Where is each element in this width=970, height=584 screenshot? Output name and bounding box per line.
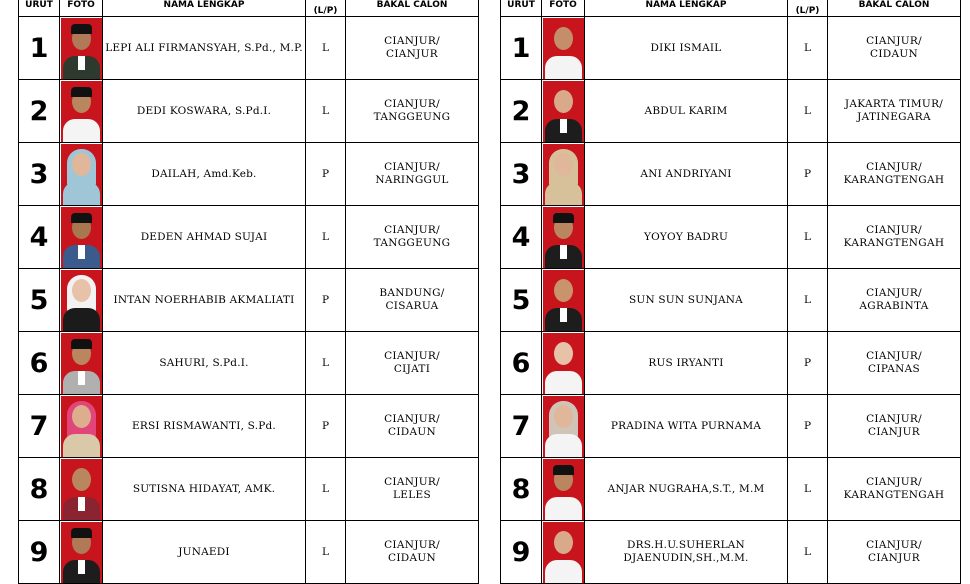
candidate-number: 2 <box>501 80 542 143</box>
header-lp: (L/P) <box>306 0 346 17</box>
candidate-name: DEDEN AHMAD SUJAI <box>103 206 306 269</box>
candidate-row <box>501 143 961 206</box>
candidate-row <box>19 143 479 206</box>
candidate-name: ABDUL KARIM <box>585 80 788 143</box>
candidate-photo <box>543 270 584 331</box>
candidate-number: 9 <box>19 521 60 584</box>
candidate-sex: P <box>788 332 828 395</box>
candidate-name: DAILAH, Amd.Keb. <box>103 143 306 206</box>
right-table-body <box>501 17 961 584</box>
candidate-name: ANJAR NUGRAHA,S.T., M.M <box>585 458 788 521</box>
candidate-photo-cell <box>60 17 103 80</box>
candidate-photo-cell <box>542 17 585 80</box>
candidate-photo-cell <box>542 269 585 332</box>
candidate-number: 8 <box>19 458 60 521</box>
candidate-sex: L <box>306 521 346 584</box>
candidate-row <box>501 395 961 458</box>
candidate-number: 4 <box>19 206 60 269</box>
candidate-photo <box>543 459 584 520</box>
candidate-domicile: CIANJUR/ KARANGTENGAH <box>828 143 961 206</box>
candidate-photo-cell <box>542 206 585 269</box>
candidate-domicile: CIANJUR/ CIDAUN <box>346 395 479 458</box>
candidate-sex: P <box>788 395 828 458</box>
candidate-number: 1 <box>501 17 542 80</box>
candidate-photo-cell <box>60 143 103 206</box>
candidate-photo <box>543 522 584 583</box>
candidate-photo-cell <box>542 143 585 206</box>
candidate-sex: L <box>788 206 828 269</box>
candidate-domicile: CIANJUR/ TANGGEUNG <box>346 206 479 269</box>
candidate-number: 9 <box>501 521 542 584</box>
candidate-domicile: JAKARTA TIMUR/ JATINEGARA <box>828 80 961 143</box>
candidate-domicile: CIANJUR/ CIANJUR <box>346 17 479 80</box>
candidate-photo-cell <box>60 458 103 521</box>
candidate-name: SUTISNA HIDAYAT, AMK. <box>103 458 306 521</box>
candidate-row <box>19 395 479 458</box>
candidate-domicile: CIANJUR/ KARANGTENGAH <box>828 458 961 521</box>
candidate-sex: P <box>306 143 346 206</box>
candidate-photo <box>543 207 584 268</box>
candidate-row <box>501 80 961 143</box>
candidate-row <box>19 206 479 269</box>
candidate-row <box>19 269 479 332</box>
candidate-domicile: CIANJUR/ CIDAUN <box>828 17 961 80</box>
candidate-domicile: CIANJUR/ CIDAUN <box>346 521 479 584</box>
candidate-photo-cell <box>60 521 103 584</box>
candidate-sex: L <box>788 521 828 584</box>
candidate-domicile: CIANJUR/ TANGGEUNG <box>346 80 479 143</box>
header-bakal-calon: BAKAL CALON <box>828 0 961 17</box>
candidate-name: DRS.H.U.SUHERLAN DJAENUDIN,SH.,M.M. <box>585 521 788 584</box>
candidate-row <box>19 521 479 584</box>
candidate-row <box>19 458 479 521</box>
candidate-photo <box>61 459 102 520</box>
candidate-photo-cell <box>542 80 585 143</box>
candidate-photo-cell <box>60 206 103 269</box>
candidate-domicile: CIANJUR/ CIJATI <box>346 332 479 395</box>
candidate-domicile: CIANJUR/ NARINGGUL <box>346 143 479 206</box>
candidate-photo-cell <box>60 395 103 458</box>
candidate-photo-cell <box>542 395 585 458</box>
candidate-number: 4 <box>501 206 542 269</box>
candidate-sex: L <box>306 80 346 143</box>
candidate-number: 5 <box>19 269 60 332</box>
candidate-sex: L <box>306 206 346 269</box>
header-foto: FOTO <box>542 0 585 17</box>
candidate-name: ANI ANDRIYANI <box>585 143 788 206</box>
candidate-row <box>501 206 961 269</box>
candidate-name: ERSI RISMAWANTI, S.Pd. <box>103 395 306 458</box>
candidate-row <box>501 17 961 80</box>
candidate-row <box>19 80 479 143</box>
candidate-name: SAHURI, S.Pd.I. <box>103 332 306 395</box>
candidate-photo <box>61 144 102 205</box>
candidate-photo-cell <box>60 269 103 332</box>
candidate-name: JUNAEDI <box>103 521 306 584</box>
header-nama: NAMA LENGKAP <box>585 0 788 17</box>
candidate-name: SUN SUN SUNJANA <box>585 269 788 332</box>
candidate-sex: P <box>788 143 828 206</box>
candidate-name: DIKI ISMAIL <box>585 17 788 80</box>
candidate-row <box>19 332 479 395</box>
candidate-table-left <box>18 0 479 584</box>
candidate-sex: L <box>306 332 346 395</box>
candidate-photo <box>61 81 102 142</box>
candidate-photo <box>61 18 102 79</box>
candidate-domicile: CIANJUR/ CIANJUR <box>828 521 961 584</box>
candidate-photo <box>61 396 102 457</box>
candidate-number: 3 <box>19 143 60 206</box>
candidate-name: YOYOY BADRU <box>585 206 788 269</box>
header-urut: URUT <box>19 0 60 17</box>
candidate-name: PRADINA WITA PURNAMA <box>585 395 788 458</box>
candidate-number: 6 <box>501 332 542 395</box>
header-bakal-calon: BAKAL CALON <box>346 0 479 17</box>
candidate-sex: L <box>306 17 346 80</box>
candidate-domicile: CIANJUR/ CIANJUR <box>828 395 961 458</box>
candidate-row <box>19 17 479 80</box>
header-urut: URUT <box>501 0 542 17</box>
candidate-photo <box>543 144 584 205</box>
candidate-photo-cell <box>542 458 585 521</box>
candidate-name: INTAN NOERHABIB AKMALIATI <box>103 269 306 332</box>
left-table-body <box>19 17 479 584</box>
candidate-row <box>501 458 961 521</box>
candidate-name: RUS IRYANTI <box>585 332 788 395</box>
candidate-photo <box>61 333 102 394</box>
candidate-name: DEDI KOSWARA, S.Pd.I. <box>103 80 306 143</box>
candidate-photo <box>61 207 102 268</box>
candidate-photo <box>543 396 584 457</box>
candidate-photo-cell <box>60 332 103 395</box>
header-nama: NAMA LENGKAP <box>103 0 306 17</box>
candidate-number: 2 <box>19 80 60 143</box>
candidate-photo-cell <box>60 80 103 143</box>
candidate-number: 5 <box>501 269 542 332</box>
candidate-sex: L <box>306 458 346 521</box>
candidate-number: 3 <box>501 143 542 206</box>
candidate-photo <box>543 18 584 79</box>
header-foto: FOTO <box>60 0 103 17</box>
candidate-number: 6 <box>19 332 60 395</box>
candidate-table-right <box>500 0 961 584</box>
candidate-sex: L <box>788 80 828 143</box>
candidate-row <box>501 269 961 332</box>
candidate-domicile: CIANJUR/ AGRABINTA <box>828 269 961 332</box>
candidate-sex: L <box>788 269 828 332</box>
candidate-photo <box>543 333 584 394</box>
candidate-photo <box>61 522 102 583</box>
candidate-photo <box>543 81 584 142</box>
candidate-sex: L <box>788 17 828 80</box>
candidate-photo-cell <box>542 332 585 395</box>
candidate-photo-cell <box>542 521 585 584</box>
candidate-number: 7 <box>19 395 60 458</box>
candidate-number: 8 <box>501 458 542 521</box>
candidate-row <box>501 332 961 395</box>
candidate-name: LEPI ALI FIRMANSYAH, S.Pd., M.P. <box>103 17 306 80</box>
candidate-domicile: CIANJUR/ KARANGTENGAH <box>828 206 961 269</box>
candidate-number: 7 <box>501 395 542 458</box>
candidate-domicile: CIANJUR/ CIPANAS <box>828 332 961 395</box>
header-lp: (L/P) <box>788 0 828 17</box>
candidate-sex: P <box>306 269 346 332</box>
candidate-sex: P <box>306 395 346 458</box>
candidate-domicile: BANDUNG/ CISARUA <box>346 269 479 332</box>
candidate-row <box>501 521 961 584</box>
candidate-number: 1 <box>19 17 60 80</box>
candidate-sex: L <box>788 458 828 521</box>
candidate-domicile: CIANJUR/ LELES <box>346 458 479 521</box>
candidate-photo <box>61 270 102 331</box>
